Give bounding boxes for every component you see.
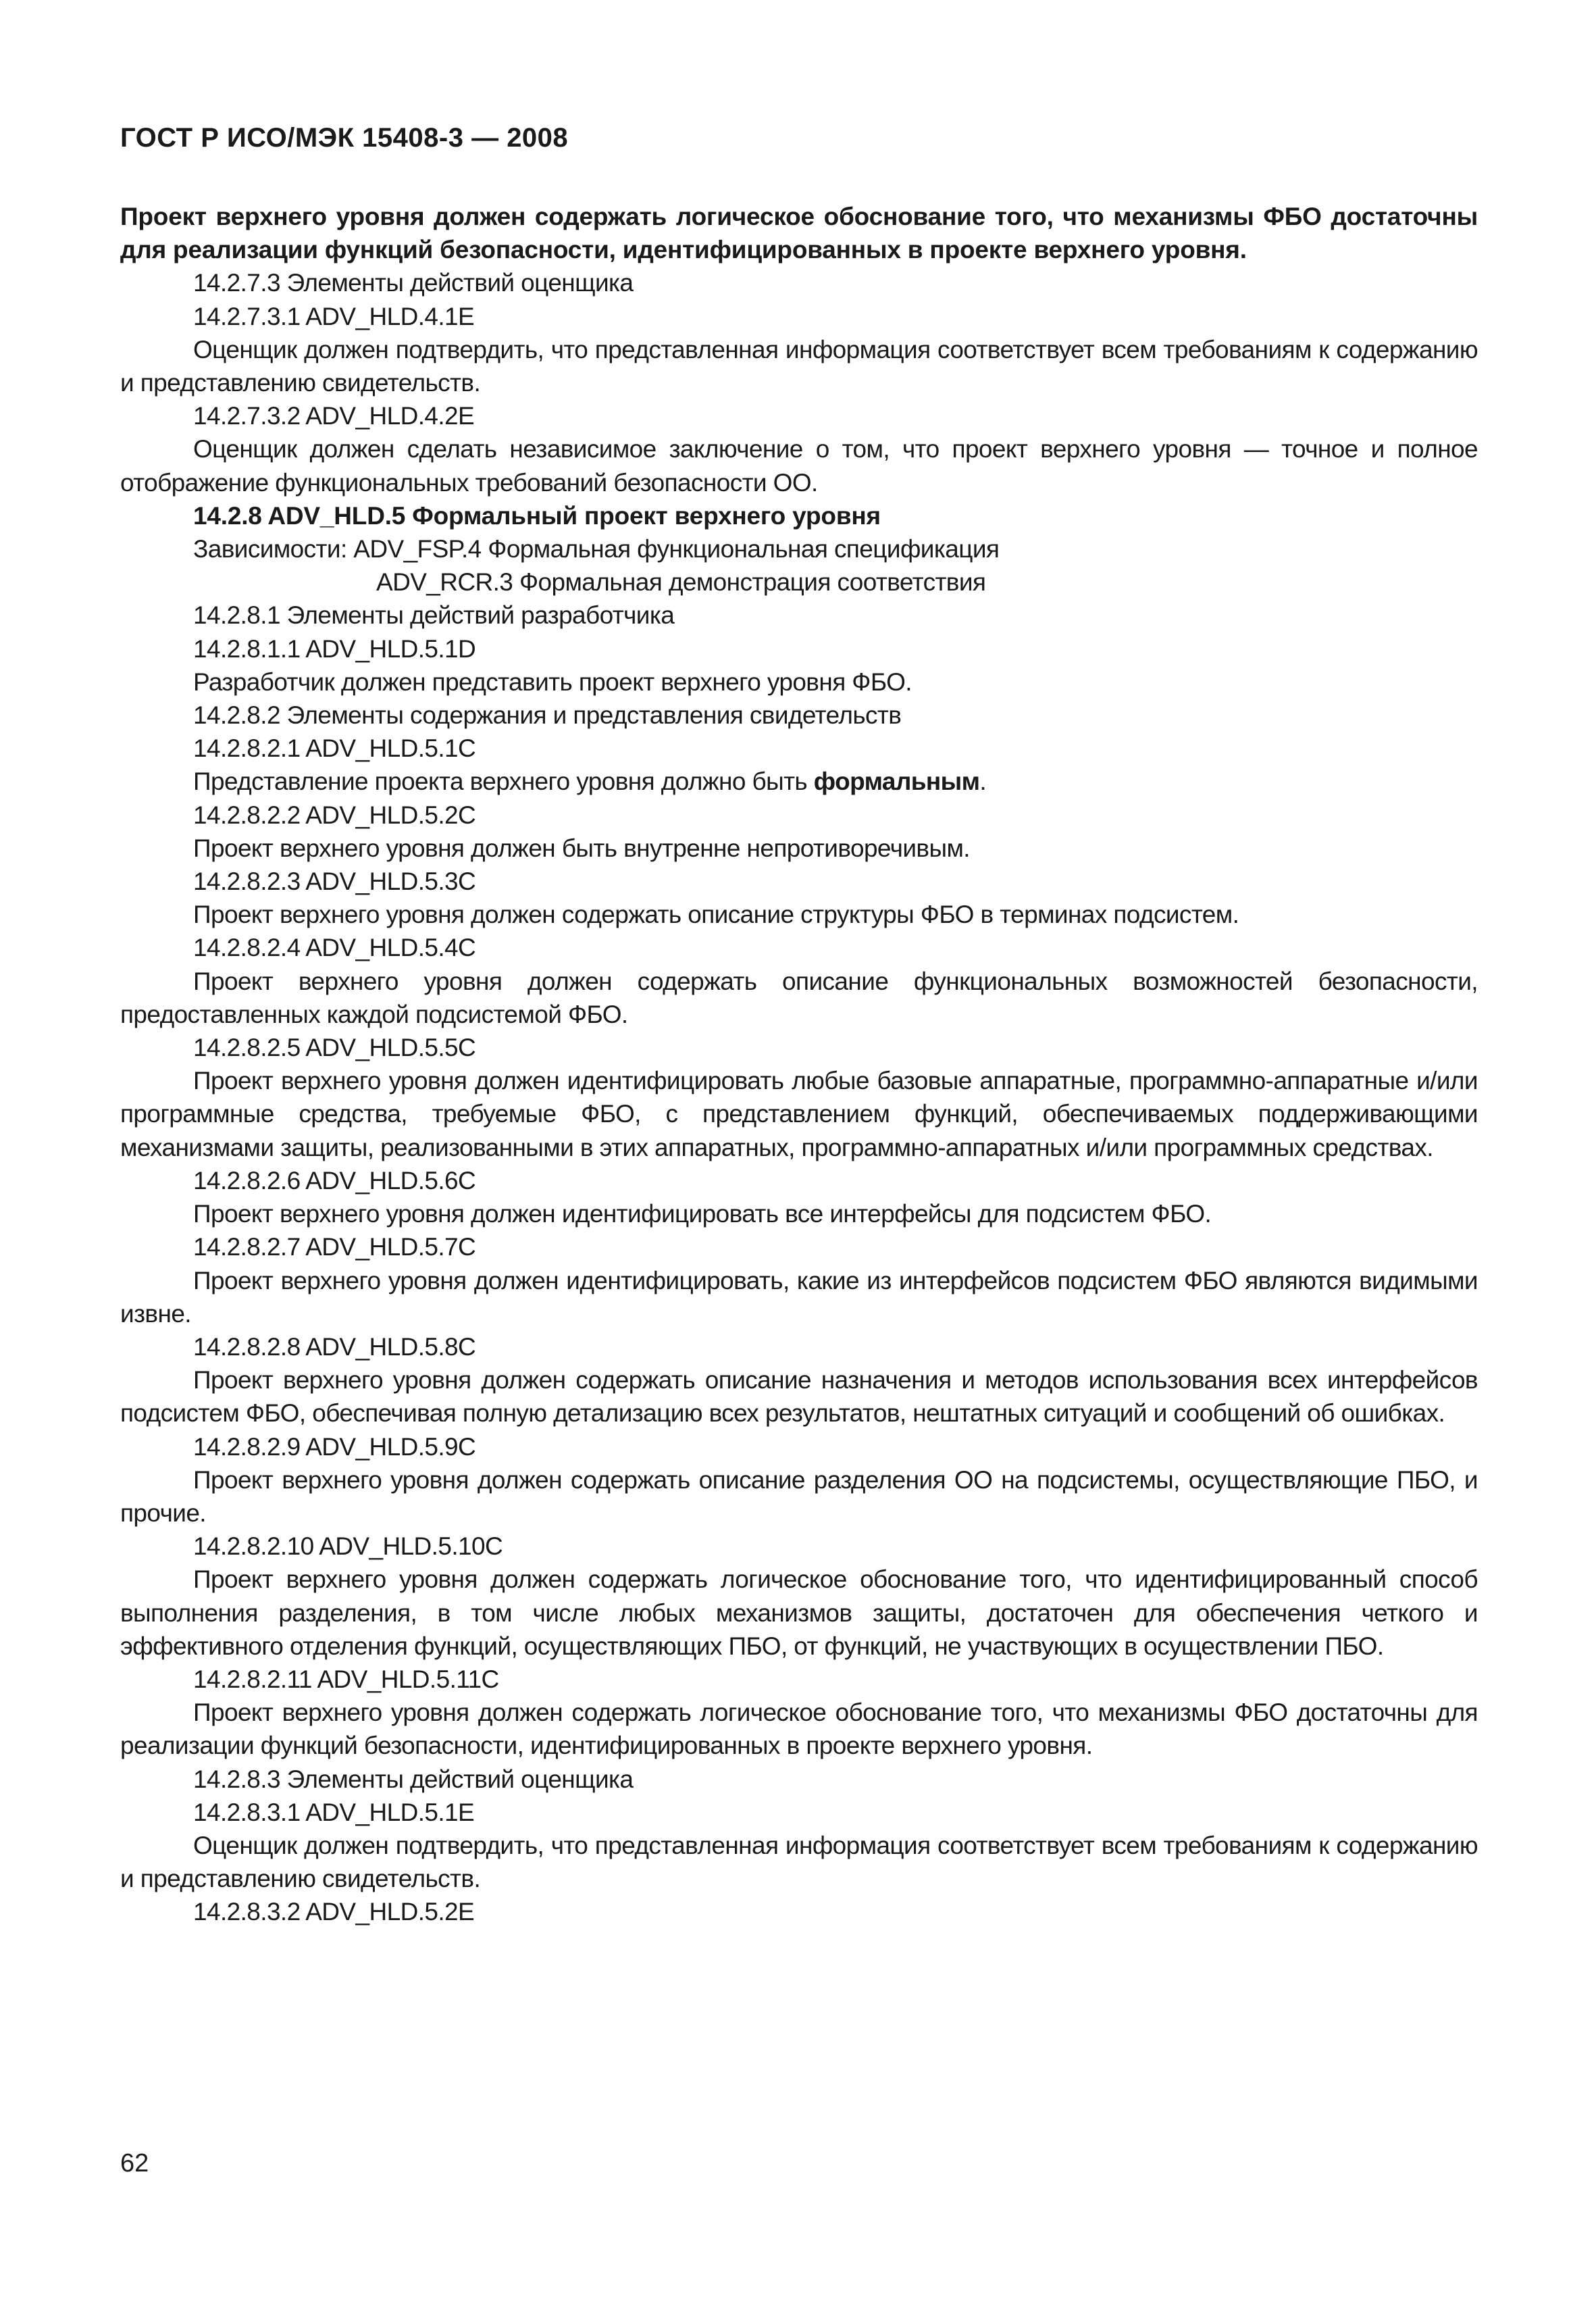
clause-14-2-7-3: 14.2.7.3 Элементы действий оценщика xyxy=(193,269,634,297)
element-adv-hld-5-9c: 14.2.8.2.9 ADV_HLD.5.9C xyxy=(193,1432,476,1461)
paragraph-text-lead: Представление проекта верхнего уровня должно быть xyxy=(193,768,814,796)
paragraph-text: Разработчик должен представить проект верхнего уровня ФБО. xyxy=(193,668,912,696)
page-number: 62 xyxy=(120,2149,149,2178)
paragraph-text: Проект верхнего уровня должен идентифицировать все интерфейсы для подсистем ФБО. xyxy=(193,1200,1212,1228)
element-adv-hld-5-6c: 14.2.8.2.6 ADV_HLD.5.6C xyxy=(193,1166,476,1194)
paragraph-text: Проект верхнего уровня должен содержать описание структуры ФБО в терминах подсистем. xyxy=(193,901,1239,929)
paragraph-text: Проект верхнего уровня должен быть внутренне непротиворечивым. xyxy=(193,834,970,862)
emphasis-formal: формальным xyxy=(813,768,980,796)
clause-14-2-8-1: 14.2.8.1 Элементы действий разработчика xyxy=(193,601,675,630)
element-adv-hld-5-7c: 14.2.8.2.7 ADV_HLD.5.7C xyxy=(193,1233,476,1261)
element-adv-hld-4-2e: 14.2.7.3.2 ADV_HLD.4.2E xyxy=(193,402,475,430)
paragraph-formal-representation xyxy=(120,765,1478,798)
paragraph-text: Проект верхнего уровня должен идентифицировать, какие из интерфейсов подсистем ФБО являются видимыми извне. xyxy=(120,1266,1478,1328)
element-adv-hld-4-1e: 14.2.7.3.1 ADV_HLD.4.1E xyxy=(193,302,475,330)
paragraph-text: Проект верхнего уровня должен содержать описание функциональных возможностей безопасности, предоставленных каждой подсистемой ФБО. xyxy=(120,967,1478,1028)
paragraph-text: Оценщик должен подтвердить, что представленная информация соответствует всем требованиям к содержанию и представлению свидетельств. xyxy=(120,1831,1478,1893)
document-page xyxy=(120,0,1478,2314)
paragraph-text: Проект верхнего уровня должен содержать описание назначения и методов использования всех интерфейсов подсистем ФБО, обеспечивая полную детализацию всех результатов, нештатных ситуаций и сообщений об ошибках. xyxy=(120,1366,1478,1428)
element-adv-hld-5-1c: 14.2.8.2.1 ADV_HLD.5.1C xyxy=(193,734,476,763)
element-adv-hld-5-8c: 14.2.8.2.8 ADV_HLD.5.8C xyxy=(193,1332,476,1361)
element-adv-hld-5-2c: 14.2.8.2.2 ADV_HLD.5.2C xyxy=(193,801,476,829)
paragraph-text: Проект верхнего уровня должен содержать логическое обоснование того, что механизмы ФБО достаточны для реализации функций безопасности, идентифицированных в проекте верхнего уровня. xyxy=(120,1699,1478,1760)
paragraph-rationale-hld4: Проект верхнего уровня должен содержать логическое обоснование того, что механизмы ФБО достаточны для реализации функций безопасности, идентифицированных в проекте верхнего уровня. xyxy=(120,203,1478,264)
paragraph-text: Проект верхнего уровня должен содержать логическое обоснование того, что идентифицированный способ выполнения разделения, в том числе любых механизмов защиты, достаточен для обеспечения четкого и эффективного отделения функций, осуществляющих ПБО, от функций, не участвующих в осуществлении ПБО. xyxy=(120,1565,1478,1660)
element-adv-hld-5-1d: 14.2.8.1.1 ADV_HLD.5.1D xyxy=(193,634,476,663)
paragraph-text: Проект верхнего уровня должен идентифицировать любые базовые аппаратные, программно-аппаратные и/или программные средства, требуемые ФБО, с представлением функций, обеспечиваемых поддерживающими механизмами защиты, реализованными в этих аппаратных, программно-аппаратных и/или программных средствах. xyxy=(120,1067,1478,1161)
paragraph-text: Проект верхнего уровня должен содержать описание разделения ОО на подсистемы, осуществляющие ПБО, и прочие. xyxy=(120,1465,1478,1527)
element-adv-hld-5-2e: 14.2.8.3.2 ADV_HLD.5.2E xyxy=(193,1898,475,1926)
element-adv-hld-5-3c: 14.2.8.2.3 ADV_HLD.5.3C xyxy=(193,867,476,896)
paragraph-text: Оценщик должен подтвердить, что представленная информация соответствует всем требованиям к содержанию и представлению свидетельств. xyxy=(120,335,1478,397)
element-adv-hld-5-4c: 14.2.8.2.4 ADV_HLD.5.4C xyxy=(193,934,476,962)
dependencies-line-1: Зависимости: ADV_FSP.4 Формальная функциональная спецификация xyxy=(193,535,1000,563)
element-adv-hld-5-1e: 14.2.8.3.1 ADV_HLD.5.1E xyxy=(193,1798,475,1826)
dependencies-line-2: ADV_RCR.3 Формальная демонстрация соответствия xyxy=(376,568,986,597)
clause-14-2-8-3: 14.2.8.3 Элементы действий оценщика xyxy=(193,1765,634,1793)
section-heading-14-2-8: 14.2.8 ADV_HLD.5 Формальный проект верхнего уровня xyxy=(193,501,881,530)
paragraph-text: Оценщик должен сделать независимое заключение о том, что проект верхнего уровня — точное и полное отображение функциональных требований безопасности ОО. xyxy=(120,435,1478,497)
element-adv-hld-5-11c: 14.2.8.2.11 ADV_HLD.5.11C xyxy=(193,1665,499,1693)
document-header: ГОСТ Р ИСО/МЭК 15408-3 — 2008 xyxy=(120,123,569,153)
document-body xyxy=(120,200,1478,1929)
element-adv-hld-5-10c: 14.2.8.2.10 ADV_HLD.5.10C xyxy=(193,1532,503,1561)
paragraph-text-tail: . xyxy=(979,768,987,796)
element-adv-hld-5-5c: 14.2.8.2.5 ADV_HLD.5.5C xyxy=(193,1034,476,1062)
clause-14-2-8-2: 14.2.8.2 Элементы содержания и представления свидетельств xyxy=(193,701,902,730)
